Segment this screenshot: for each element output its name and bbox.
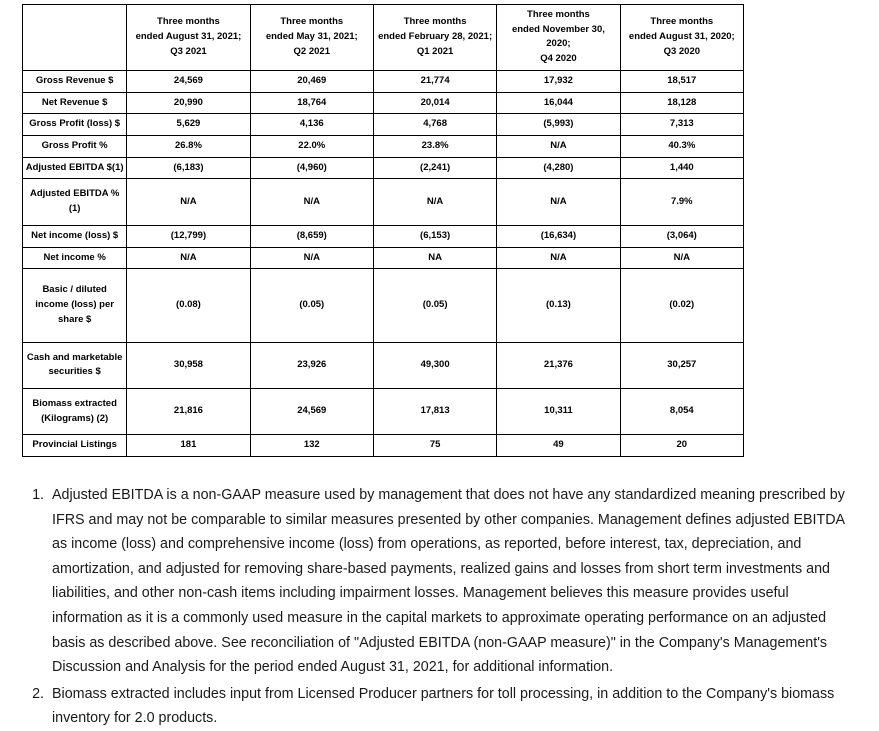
table-cell: 18,764 (250, 92, 373, 114)
table-cell: (0.13) (497, 269, 620, 342)
row-label: Biomass extracted (Kilograms) (2) (23, 388, 127, 434)
table-cell: (8,659) (250, 225, 373, 247)
table-row (23, 388, 744, 434)
column-header-line2: ended November 30, 2020; (511, 23, 605, 50)
column-header-q1-2021 (373, 5, 496, 71)
table-row (23, 435, 744, 457)
column-header-line1: Three months (403, 16, 467, 28)
table-cell: 21,376 (497, 342, 620, 388)
column-header-q3-2020 (620, 5, 743, 71)
table-cell: 181 (127, 435, 250, 457)
table-cell: 21,816 (127, 388, 250, 434)
column-header-line2: ended August 31, 2020; (628, 31, 735, 43)
column-header-line3: Q3 2021 (170, 45, 207, 57)
row-label: Provincial Listings (23, 435, 127, 457)
table-cell: 20,990 (127, 92, 250, 114)
table-cell: 4,768 (373, 114, 496, 136)
table-cell: 21,774 (373, 70, 496, 92)
column-header-line2: ended May 31, 2021; (265, 31, 358, 43)
table-cell: 30,958 (127, 342, 250, 388)
table-row (23, 269, 744, 342)
table-cell: (2,241) (373, 157, 496, 179)
table-cell: 1,440 (620, 157, 743, 179)
table-row (23, 342, 744, 388)
table-body (23, 70, 744, 456)
table-row (23, 179, 744, 225)
table-cell: 24,569 (127, 70, 250, 92)
table-cell: 5,629 (127, 114, 250, 136)
table-cell: 18,128 (620, 92, 743, 114)
row-label: Net Revenue $ (23, 92, 127, 114)
column-header-line2: ended August 31, 2021; (135, 31, 242, 43)
table-cell: (0.08) (127, 269, 250, 342)
column-header-line2: ended February 28, 2021; (378, 31, 493, 43)
table-cell: N/A (497, 136, 620, 158)
table-cell: 22.0% (250, 136, 373, 158)
table-row (23, 70, 744, 92)
table-cell: 30,257 (620, 342, 743, 388)
table-cell: N/A (373, 179, 496, 225)
table-cell: 20 (620, 435, 743, 457)
table-cell: (6,183) (127, 157, 250, 179)
table-row (23, 92, 744, 114)
table-row (23, 136, 744, 158)
table-cell: 49 (497, 435, 620, 457)
table-cell: 18,517 (620, 70, 743, 92)
table-cell: (4,960) (250, 157, 373, 179)
row-label: Gross Profit % (23, 136, 127, 158)
table-cell: 23,926 (250, 342, 373, 388)
table-cell: 7.9% (620, 179, 743, 225)
table-cell: (12,799) (127, 225, 250, 247)
table-cell: 26.8% (127, 136, 250, 158)
header-row (23, 5, 744, 71)
table-cell: (16,634) (497, 225, 620, 247)
table-cell: (6,153) (373, 225, 496, 247)
column-header-line3: Q1 2021 (416, 45, 454, 57)
table-cell: 49,300 (373, 342, 496, 388)
table-cell: 4,136 (250, 114, 373, 136)
table-cell: 8,054 (620, 388, 743, 434)
row-label: Gross Profit (loss) $ (23, 114, 127, 136)
table-cell: 10,311 (497, 388, 620, 434)
row-label: Net income (loss) $ (23, 225, 127, 247)
column-header-line3: Q2 2021 (293, 45, 330, 57)
table-cell: (3,064) (620, 225, 743, 247)
table-cell: N/A (497, 179, 620, 225)
column-header-line1: Three months (157, 16, 220, 28)
table-cell: (0.05) (373, 269, 496, 342)
column-header-q4-2020 (497, 5, 620, 71)
table-cell: 132 (250, 435, 373, 457)
column-header-line1: Three months (527, 9, 590, 20)
row-label: Cash and marketable securities $ (23, 342, 127, 388)
table-cell: 17,813 (373, 388, 496, 434)
table-cell: (4,280) (497, 157, 620, 179)
table-cell: (0.02) (620, 269, 743, 342)
table-cell: 20,014 (373, 92, 496, 114)
column-header-line1: Three months (280, 16, 344, 28)
table-row (23, 157, 744, 179)
table-row (23, 225, 744, 247)
table-cell: N/A (250, 247, 373, 269)
row-label: Gross Revenue $ (23, 70, 127, 92)
row-label: Basic / diluted income (loss) per share $ (23, 269, 127, 342)
footnotes-list (28, 483, 863, 731)
table-cell: 75 (373, 435, 496, 457)
table-cell: 17,932 (497, 70, 620, 92)
table-cell: N/A (127, 179, 250, 225)
document-page (0, 4, 879, 727)
table-cell: N/A (497, 247, 620, 269)
table-cell: 7,313 (620, 114, 743, 136)
table-cell: 16,044 (497, 92, 620, 114)
table-cell: (0.05) (250, 269, 373, 342)
column-header-q2-2021 (250, 5, 373, 71)
table-cell: 40.3% (620, 136, 743, 158)
table-cell: N/A (250, 179, 373, 225)
row-label: Adjusted EBITDA $(1) (23, 157, 127, 179)
footnote-item: 1. Adjusted EBITDA is a non-GAAP measure used by management that does not have any standardized meaning prescribed by IFRS and may not be comparable to similar measures presented by other companies. Management defines adjusted EBITDA as income (loss) and comprehensive income (loss) from operations, as reported, before interest, tax, depreciation, and amortization, and adjusted for removing share-based payments, realized gains and losses from short term investments and liabilities, and other non-cash items including impairment losses. Management believes this measure provides useful information as it is a commonly used measure in the capital markets to approximate operating performance on an adjusted basis as described above. See reconciliation of "Adjusted EBITDA (non-GAAP measure)" in the Company's Management's Discussion and Analysis for the period ended August 31, 2021, for additional information. (48, 483, 863, 680)
column-header-line1: Three months (650, 16, 714, 28)
footnote-item: 2. Biomass extracted includes input from Licensed Producer partners for toll processing, in addition to the Company's biomass inventory for 2.0 products. (48, 682, 863, 731)
table-corner-cell (23, 5, 127, 71)
table-header (23, 5, 744, 71)
table-cell: N/A (127, 247, 250, 269)
row-label: Adjusted EBITDA %(1) (23, 179, 127, 225)
table-cell: (5,993) (497, 114, 620, 136)
table-row (23, 114, 744, 136)
financial-summary-table (22, 4, 744, 457)
table-cell: 23.8% (373, 136, 496, 158)
table-cell: 20,469 (250, 70, 373, 92)
column-header-line3: Q3 2020 (663, 45, 701, 57)
table-cell: NA (373, 247, 496, 269)
table-cell: 24,569 (250, 388, 373, 434)
row-label: Net income % (23, 247, 127, 269)
column-header-line3: Q4 2020 (540, 53, 577, 65)
table-cell: N/A (620, 247, 743, 269)
column-header-q3-2021 (127, 5, 250, 71)
table-row (23, 247, 744, 269)
